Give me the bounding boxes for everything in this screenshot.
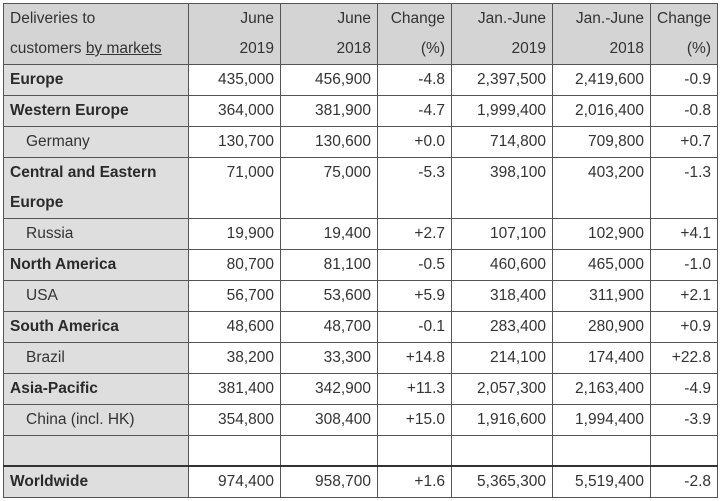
col-header-jan-june-2018: Jan.-June 2018 (553, 4, 651, 65)
row-label: Central and Eastern Europe (4, 158, 189, 219)
table-cell: 381,900 (281, 96, 378, 127)
spacer-cell (378, 436, 452, 467)
table-cell: 107,100 (452, 219, 553, 250)
table-row (4, 158, 718, 219)
table-cell: 48,700 (281, 312, 378, 343)
table-cell: -5.3 (378, 158, 452, 219)
table-cell: 38,200 (189, 343, 281, 374)
row-label: Brazil (4, 343, 189, 374)
table-row (4, 405, 718, 436)
table-cell: 102,900 (553, 219, 651, 250)
table-cell: 354,800 (189, 405, 281, 436)
table-cell: 81,100 (281, 250, 378, 281)
col-header-change-june: Change (%) (378, 4, 452, 65)
row-label: Worldwide (4, 466, 189, 498)
table-cell: +5.9 (378, 281, 452, 312)
row-label: China (incl. HK) (4, 405, 189, 436)
spacer-cell (189, 436, 281, 467)
market-header-line1: Deliveries to (10, 10, 96, 27)
table-row (4, 343, 718, 374)
col-header-june-2019: June 2019 (189, 4, 281, 65)
table-cell: 381,400 (189, 374, 281, 405)
table-cell: 75,000 (281, 158, 378, 219)
table-cell: +0.9 (651, 312, 718, 343)
table-cell: +0.0 (378, 127, 452, 158)
table-cell: 1,994,400 (553, 405, 651, 436)
table-cell: 2,397,500 (452, 65, 553, 96)
table-cell: +14.8 (378, 343, 452, 374)
table-cell: +11.3 (378, 374, 452, 405)
table-cell: 2,016,400 (553, 96, 651, 127)
table-cell: 19,400 (281, 219, 378, 250)
table-cell: 318,400 (452, 281, 553, 312)
row-label: USA (4, 281, 189, 312)
table-cell: 2,419,600 (553, 65, 651, 96)
table-cell: 5,519,400 (553, 466, 651, 498)
table-cell: 56,700 (189, 281, 281, 312)
col-header-change-ytd: Change (%) (651, 4, 718, 65)
col-header-june-2018: June 2018 (281, 4, 378, 65)
table-cell: -2.8 (651, 466, 718, 498)
table-cell: 709,800 (553, 127, 651, 158)
table-cell: 958,700 (281, 466, 378, 498)
table-cell: 465,000 (553, 250, 651, 281)
table-cell: 403,200 (553, 158, 651, 219)
table-row (4, 127, 718, 158)
table-row (4, 65, 718, 96)
market-header-cell (4, 4, 189, 65)
row-label: Asia-Pacific (4, 374, 189, 405)
row-label: Russia (4, 219, 189, 250)
table-cell: +1.6 (378, 466, 452, 498)
row-label: Europe (4, 65, 189, 96)
spacer-cell (553, 436, 651, 467)
table-cell: -0.9 (651, 65, 718, 96)
spacer-cell (452, 436, 553, 467)
table-cell: 456,900 (281, 65, 378, 96)
table-cell: 364,000 (189, 96, 281, 127)
spacer-cell (4, 436, 189, 467)
table-row (4, 250, 718, 281)
table-row (4, 281, 718, 312)
table-row (4, 96, 718, 127)
table-row (4, 312, 718, 343)
total-row (4, 466, 718, 498)
table-cell: 1,999,400 (452, 96, 553, 127)
row-label: Germany (4, 127, 189, 158)
header-row (4, 4, 718, 65)
table-cell: 48,600 (189, 312, 281, 343)
table-cell: 2,057,300 (452, 374, 553, 405)
table-cell: 435,000 (189, 65, 281, 96)
by-markets-underlined: by markets (85, 40, 162, 57)
table-cell: 174,400 (553, 343, 651, 374)
table-cell: 80,700 (189, 250, 281, 281)
table-cell: -4.8 (378, 65, 452, 96)
table-cell: 283,400 (452, 312, 553, 343)
table-cell: +22.8 (651, 343, 718, 374)
table-row (4, 374, 718, 405)
row-label: North America (4, 250, 189, 281)
row-label: Western Europe (4, 96, 189, 127)
spacer-cell (281, 436, 378, 467)
col-header-jan-june-2019: Jan.-June 2019 (452, 4, 553, 65)
table-cell: +0.7 (651, 127, 718, 158)
table-cell: +2.7 (378, 219, 452, 250)
table-cell: 714,800 (452, 127, 553, 158)
table-cell: 5,365,300 (452, 466, 553, 498)
table-cell: -0.5 (378, 250, 452, 281)
table-cell: 460,600 (452, 250, 553, 281)
table-cell: +15.0 (378, 405, 452, 436)
spacer-cell (651, 436, 718, 467)
table-row (4, 219, 718, 250)
table-cell: 19,900 (189, 219, 281, 250)
table-cell: +4.1 (651, 219, 718, 250)
table-cell: -3.9 (651, 405, 718, 436)
market-header-line2: customers by markets (10, 40, 162, 57)
table-cell: 53,600 (281, 281, 378, 312)
table-cell: 130,700 (189, 127, 281, 158)
table-cell: 308,400 (281, 405, 378, 436)
table-cell: -4.7 (378, 96, 452, 127)
table-cell: -1.0 (651, 250, 718, 281)
table-cell: +2.1 (651, 281, 718, 312)
table-cell: 2,163,400 (553, 374, 651, 405)
table-cell: 311,900 (553, 281, 651, 312)
row-label: South America (4, 312, 189, 343)
table-cell: -0.8 (651, 96, 718, 127)
deliveries-table (3, 3, 718, 498)
table-cell: 398,100 (452, 158, 553, 219)
table-cell: 33,300 (281, 343, 378, 374)
table-cell: -4.9 (651, 374, 718, 405)
table-cell: 214,100 (452, 343, 553, 374)
table-cell: 974,400 (189, 466, 281, 498)
spacer-row (4, 436, 718, 467)
table-cell: 342,900 (281, 374, 378, 405)
table-cell: 130,600 (281, 127, 378, 158)
table-cell: 280,900 (553, 312, 651, 343)
table-cell: 71,000 (189, 158, 281, 219)
table-cell: -0.1 (378, 312, 452, 343)
table-cell: -1.3 (651, 158, 718, 219)
table-cell: 1,916,600 (452, 405, 553, 436)
